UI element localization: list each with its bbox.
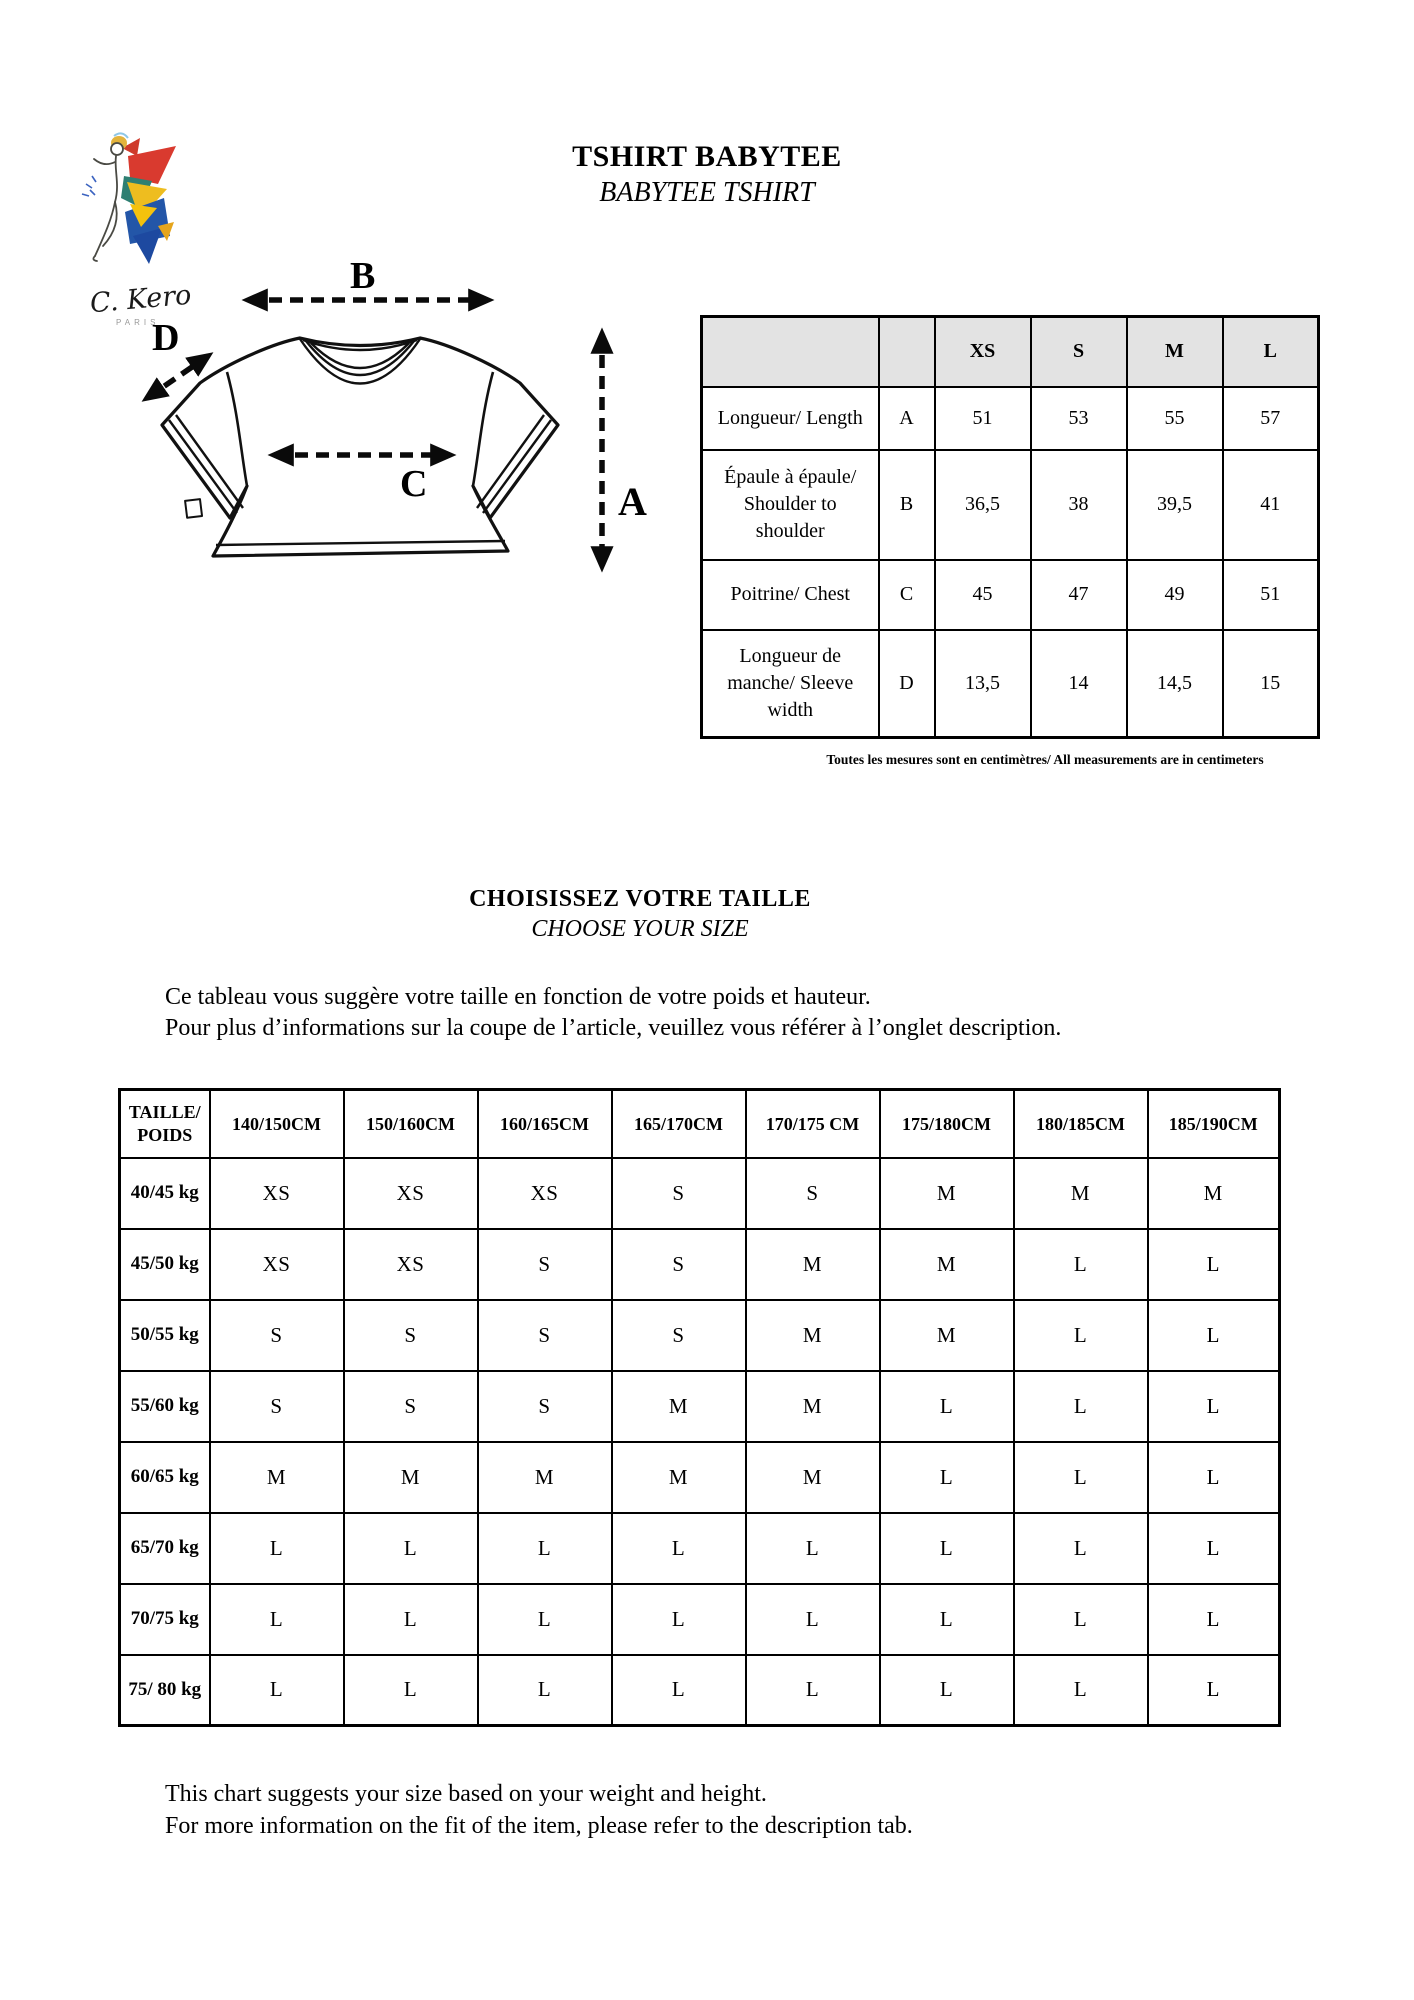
choose-size-heading-en: CHOOSE YOUR SIZE <box>531 916 749 942</box>
measurements-unit-note: Toutes les mesures sont en centimètres/ All measurements are in centimeters <box>826 752 1264 767</box>
size-chart-row <box>120 1158 1280 1229</box>
outro-line: This chart suggests your size based on your weight and height. <box>165 1781 767 1807</box>
size-cell: S <box>746 1158 880 1229</box>
measurement-row <box>702 630 1319 738</box>
height-header-cell: 165/170CM <box>612 1090 746 1158</box>
measure-value: 51 <box>935 387 1031 450</box>
size-cell: L <box>210 1513 344 1584</box>
size-cell: L <box>612 1655 746 1726</box>
size-cell: M <box>880 1158 1014 1229</box>
size-cell: L <box>880 1371 1014 1442</box>
weight-label-cell: 55/60 kg <box>120 1371 210 1442</box>
page-subtitle: BABYTEE TSHIRT <box>599 177 815 208</box>
size-chart-header-row <box>120 1090 1280 1158</box>
size-cell: S <box>344 1371 478 1442</box>
size-header-cell: L <box>1223 317 1319 387</box>
size-cell: M <box>1148 1158 1280 1229</box>
size-cell: M <box>612 1442 746 1513</box>
label-D: D <box>152 317 180 359</box>
size-cell: M <box>612 1371 746 1442</box>
corner-cell <box>879 317 935 387</box>
measure-value: 53 <box>1031 387 1127 450</box>
size-cell: M <box>746 1442 880 1513</box>
size-chart-row <box>120 1442 1280 1513</box>
measure-value: 15 <box>1223 630 1319 738</box>
label-C: C <box>400 463 428 505</box>
size-cell: S <box>612 1300 746 1371</box>
measure-value: 14,5 <box>1127 630 1223 738</box>
size-cell: S <box>210 1300 344 1371</box>
size-cell: L <box>746 1655 880 1726</box>
size-cell: XS <box>344 1229 478 1300</box>
size-cell: S <box>210 1371 344 1442</box>
size-chart-row <box>120 1371 1280 1442</box>
height-header-cell: 185/190CM <box>1148 1090 1280 1158</box>
size-cell: L <box>344 1513 478 1584</box>
size-cell: S <box>478 1229 612 1300</box>
size-chart-table <box>118 1088 1281 1727</box>
weight-label-cell: 60/65 kg <box>120 1442 210 1513</box>
size-cell: L <box>612 1513 746 1584</box>
size-cell: M <box>344 1442 478 1513</box>
size-chart-row <box>120 1655 1280 1726</box>
size-cell: M <box>1014 1158 1148 1229</box>
weight-label-cell: 45/50 kg <box>120 1229 210 1300</box>
measure-value: 14 <box>1031 630 1127 738</box>
measure-value: 51 <box>1223 560 1319 630</box>
measurement-row <box>702 450 1319 560</box>
size-cell: L <box>1014 1584 1148 1655</box>
measurement-row <box>702 387 1319 450</box>
size-cell: M <box>746 1300 880 1371</box>
measure-value: 57 <box>1223 387 1319 450</box>
size-cell: M <box>746 1229 880 1300</box>
tshirt-outline <box>162 338 558 556</box>
size-cell: L <box>478 1513 612 1584</box>
size-cell: L <box>1014 1442 1148 1513</box>
size-cell: L <box>612 1584 746 1655</box>
outro-line: For more information on the fit of the item, please refer to the description tab. <box>165 1813 913 1839</box>
size-cell: L <box>880 1513 1014 1584</box>
size-cell: L <box>1014 1655 1148 1726</box>
size-cell: M <box>746 1371 880 1442</box>
measure-value: 38 <box>1031 450 1127 560</box>
weight-label-cell: 65/70 kg <box>120 1513 210 1584</box>
size-cell: L <box>344 1584 478 1655</box>
height-header-cell: 140/150CM <box>210 1090 344 1158</box>
weight-label-cell: 75/ 80 kg <box>120 1655 210 1726</box>
intro-text-fr <box>165 982 1061 1042</box>
size-cell: L <box>880 1655 1014 1726</box>
size-cell: L <box>1014 1513 1148 1584</box>
size-cell: L <box>344 1655 478 1726</box>
size-header-cell: XS <box>935 317 1031 387</box>
measure-letter: B <box>879 450 935 560</box>
corner-header-cell: TAILLE/ POIDS <box>120 1090 210 1158</box>
size-cell: S <box>612 1229 746 1300</box>
size-cell: M <box>210 1442 344 1513</box>
measure-value: 45 <box>935 560 1031 630</box>
size-cell: L <box>1148 1584 1280 1655</box>
size-cell: M <box>478 1442 612 1513</box>
title-block <box>0 140 1414 209</box>
measure-value: 36,5 <box>935 450 1031 560</box>
size-header-cell: M <box>1127 317 1223 387</box>
care-tag <box>185 499 202 518</box>
label-A: A <box>618 479 647 524</box>
measure-value: 41 <box>1223 450 1319 560</box>
weight-label-cell: 70/75 kg <box>120 1584 210 1655</box>
measure-value: 55 <box>1127 387 1223 450</box>
size-cell: L <box>1014 1229 1148 1300</box>
corner-cell <box>702 317 879 387</box>
height-header-cell: 160/165CM <box>478 1090 612 1158</box>
size-cell: L <box>478 1655 612 1726</box>
outro-text-en <box>165 1778 913 1842</box>
size-chart-row <box>120 1584 1280 1655</box>
size-chart-row <box>120 1513 1280 1584</box>
size-cell: L <box>880 1442 1014 1513</box>
measure-value: 39,5 <box>1127 450 1223 560</box>
height-header-cell: 150/160CM <box>344 1090 478 1158</box>
size-chart-row <box>120 1229 1280 1300</box>
label-B: B <box>350 255 376 297</box>
height-header-cell: 170/175 CM <box>746 1090 880 1158</box>
size-cell: XS <box>210 1229 344 1300</box>
size-cell: L <box>210 1655 344 1726</box>
size-cell: L <box>1148 1442 1280 1513</box>
size-cell: L <box>210 1584 344 1655</box>
measure-value: 47 <box>1031 560 1127 630</box>
height-header-cell: 180/185CM <box>1014 1090 1148 1158</box>
weight-label-cell: 40/45 kg <box>120 1158 210 1229</box>
size-cell: XS <box>478 1158 612 1229</box>
size-cell: L <box>478 1584 612 1655</box>
size-cell: L <box>746 1513 880 1584</box>
measure-label: Longueur de manche/ Sleeve width <box>702 630 879 738</box>
size-cell: L <box>880 1584 1014 1655</box>
brand-city-label: PARIS <box>116 318 160 327</box>
size-cell: S <box>612 1158 746 1229</box>
size-header-cell: S <box>1031 317 1127 387</box>
size-cell: XS <box>344 1158 478 1229</box>
choose-size-heading <box>0 886 1280 943</box>
size-chart-row <box>120 1300 1280 1371</box>
size-cell: L <box>1148 1229 1280 1300</box>
measurement-header-row <box>702 317 1319 387</box>
measure-letter: C <box>879 560 935 630</box>
tshirt-measurement-diagram <box>100 200 660 600</box>
size-cell: S <box>478 1371 612 1442</box>
weight-label-cell: 50/55 kg <box>120 1300 210 1371</box>
measure-letter: D <box>879 630 935 738</box>
measure-value: 13,5 <box>935 630 1031 738</box>
size-cell: L <box>1014 1300 1148 1371</box>
intro-line: Pour plus d’informations sur la coupe de l’article, veuillez vous référer à l’onglet description. <box>165 1015 1062 1041</box>
intro-line: Ce tableau vous suggère votre taille en fonction de votre poids et hauteur. <box>165 984 871 1010</box>
size-cell: L <box>1148 1655 1280 1726</box>
height-header-cell: 175/180CM <box>880 1090 1014 1158</box>
page-title: TSHIRT BABYTEE <box>572 140 842 173</box>
measure-label: Longueur/ Length <box>702 387 879 450</box>
size-cell: L <box>1148 1300 1280 1371</box>
choose-size-heading-fr: CHOISISSEZ VOTRE TAILLE <box>469 886 811 912</box>
size-cell: XS <box>210 1158 344 1229</box>
measurement-table <box>700 315 1320 739</box>
size-cell: S <box>344 1300 478 1371</box>
size-cell: L <box>1014 1371 1148 1442</box>
measure-label: Épaule à épaule/ Shoulder to shoulder <box>702 450 879 560</box>
size-cell: M <box>880 1300 1014 1371</box>
size-cell: M <box>880 1229 1014 1300</box>
measurement-row <box>702 560 1319 630</box>
size-cell: L <box>1148 1513 1280 1584</box>
size-cell: L <box>1148 1371 1280 1442</box>
size-cell: L <box>746 1584 880 1655</box>
brand-signature: C. Kero <box>88 279 193 320</box>
measure-label: Poitrine/ Chest <box>702 560 879 630</box>
size-cell: S <box>478 1300 612 1371</box>
measure-letter: A <box>879 387 935 450</box>
measure-value: 49 <box>1127 560 1223 630</box>
